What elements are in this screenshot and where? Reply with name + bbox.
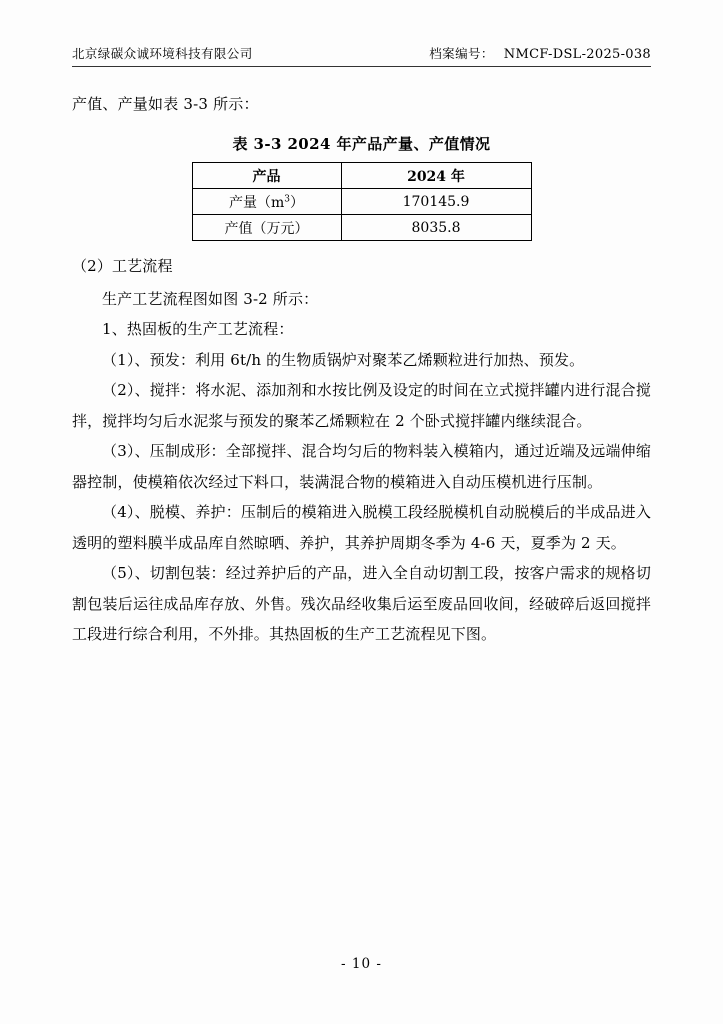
table-cell-value-value: 8035.8 [341,215,531,241]
flow-intro: 生产工艺流程图如图 3-2 所示： [102,289,319,308]
table-cell-label-output [192,189,341,215]
process-step-4: （4）、脱模、养护：压制后的模箱进入脱模工段经脱模机自动脱模后的半成品进入透明的塑料膜半成品库自然晾晒、养护，其养护周期冬季为 4-6 天，夏季为 2 天。 [72,503,651,552]
list-heading: 1、热固板的生产工艺流程： [102,320,294,338]
table-row [192,189,531,215]
page-number: - 10 - [341,956,382,972]
table-cell-value-output: 170145.9 [341,189,531,215]
table-header-product: 产品 [192,163,341,189]
process-step-1: （1）、预发：利用 6t/h 的生物质锅炉对聚苯乙烯颗粒进行加热、预发。 [102,350,585,369]
table-cell-label-value: 产值（万元） [192,215,341,241]
archive-label: 档案编号： [429,46,494,61]
page-header [72,44,651,67]
archive-code: NMCF-DSL-2025-038 [503,47,651,62]
section-heading: （2）工艺流程 [72,257,173,275]
process-step-3: （3）、压制成形：全部搅拌、混合均匀后的物料装入模箱内，通过近端及远端伸缩器控制，使模箱依次经过下料口，装满混合物的模箱进入自动压模机进行压制。 [72,442,651,491]
table-header-row [192,163,531,189]
output-label-sup: 3 [284,193,290,204]
process-step-2: （2）、搅拌：将水泥、添加剂和水按比例及设定的时间在立式搅拌罐内进行混合搅拌，搅拌均匀后水泥浆与预发的聚苯乙烯颗粒在 2 个卧式搅拌罐内继续混合。 [72,381,651,430]
table-row [192,215,531,241]
output-label-tail: ） [290,194,304,211]
process-step-5: （5）、切割包装：经过养护后的产品，进入全自动切割工段，按客户需求的规格切割包装后运往成品库存放、外售。残次品经收集后运至废品回收间，经破碎后返回搅拌工段进行综合利用，不外排。其热固板的生产工艺流程见下图。 [72,564,651,643]
product-output-table [192,162,532,241]
table-header-year: 2024 年 [341,163,531,189]
header-company-name: 北京绿碳众诚环境科技有限公司 [72,46,253,61]
table-title: 表 3-3 2024 年产品产量、产值情况 [232,135,491,153]
intro-line: 产值、产量如表 3-3 所示： [72,95,259,113]
output-label-text: 产量（m [228,194,285,211]
header-archive [429,44,651,62]
